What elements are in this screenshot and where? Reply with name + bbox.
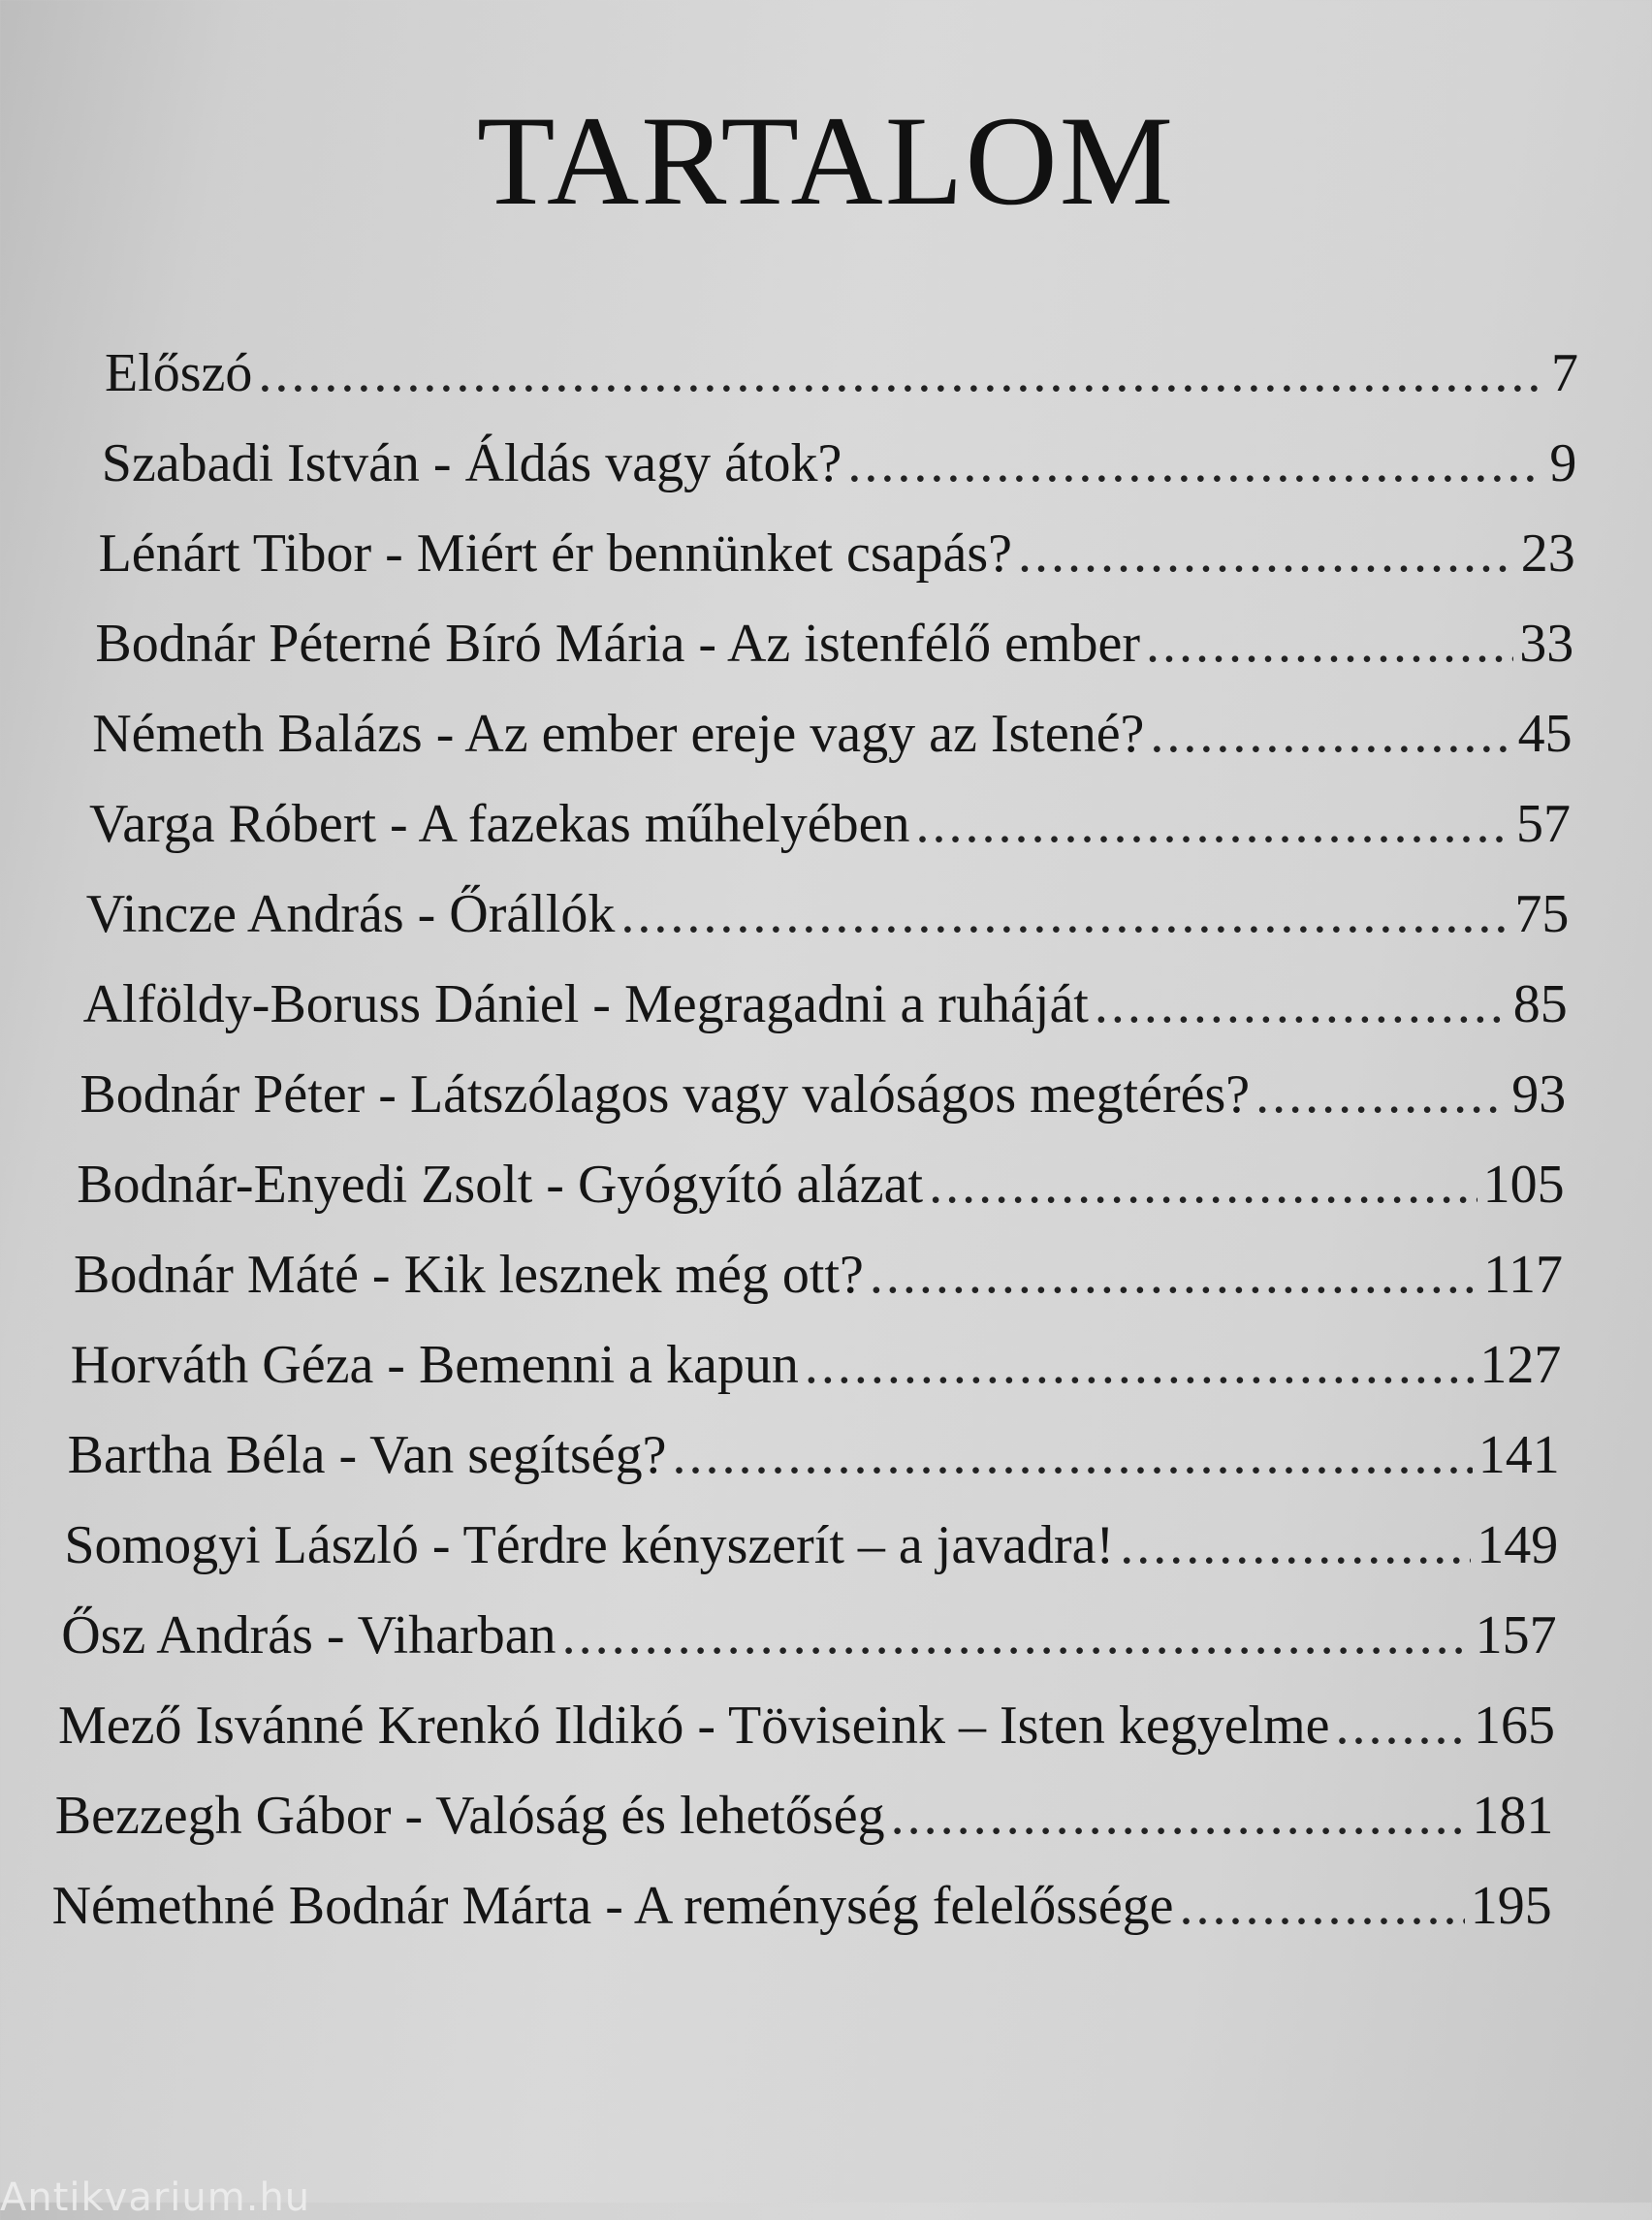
toc-entry-page: 165 bbox=[1474, 1696, 1555, 1756]
toc-entry-title: Bodnár Péterné Bíró Mária - Az istenfélő ember bbox=[95, 614, 1141, 674]
toc-entry bbox=[52, 1867, 1552, 1945]
toc-leader-dots bbox=[1255, 1056, 1506, 1133]
toc-entry bbox=[89, 785, 1571, 863]
toc-leader-dots bbox=[1018, 515, 1515, 592]
toc-entry-page: 181 bbox=[1472, 1786, 1554, 1846]
toc-entry-title: Bezzegh Gábor - Valóság és lehetőség bbox=[54, 1786, 885, 1846]
toc-leader-dots bbox=[915, 785, 1510, 863]
toc-leader-dots bbox=[929, 1146, 1477, 1223]
toc-leader-dots bbox=[1336, 1687, 1468, 1764]
toc-leader-dots bbox=[562, 1597, 1470, 1674]
toc-entry-page: 127 bbox=[1479, 1335, 1562, 1395]
toc-entry-title: Alföldy-Boruss Dániel - Megragadni a ruháját bbox=[82, 974, 1089, 1034]
toc-leader-dots bbox=[847, 425, 1543, 502]
toc-leader-dots bbox=[891, 1777, 1467, 1855]
toc-entry-page: 75 bbox=[1514, 884, 1570, 944]
toc-entry bbox=[71, 1326, 1562, 1404]
toc-entry-title: Bodnár Péter - Látszólagos vagy valóságos megtérés? bbox=[79, 1064, 1251, 1125]
toc-entry-page: 85 bbox=[1512, 974, 1568, 1034]
toc-entry-page: 57 bbox=[1516, 794, 1571, 854]
toc-entry-page: 9 bbox=[1549, 433, 1577, 493]
toc-entry-title: Horváth Géza - Bemenni a kapun bbox=[70, 1335, 799, 1395]
toc-entry-title: Bodnár-Enyedi Zsolt - Gyógyító alázat bbox=[77, 1155, 924, 1215]
toc-leader-dots bbox=[1180, 1867, 1465, 1945]
toc-entry-title: Somogyi László - Térdre kényszerít – a javadra! bbox=[64, 1515, 1115, 1575]
toc-leader-dots bbox=[870, 1236, 1477, 1314]
toc-entry-page: 23 bbox=[1520, 523, 1575, 584]
toc-entry-title: Ősz András - Viharban bbox=[61, 1605, 556, 1665]
toc-entry-page: 157 bbox=[1475, 1605, 1557, 1665]
toc-entry-page: 93 bbox=[1511, 1064, 1567, 1125]
toc-entry bbox=[92, 695, 1572, 773]
toc-entry-page: 45 bbox=[1517, 704, 1573, 764]
toc-leader-dots bbox=[672, 1416, 1472, 1494]
toc-entry bbox=[68, 1416, 1560, 1494]
toc-leader-dots bbox=[805, 1326, 1475, 1404]
toc-entry bbox=[79, 1056, 1566, 1133]
toc-entry-title: Előszó bbox=[105, 343, 253, 403]
toc-entry bbox=[64, 1506, 1558, 1584]
toc-entry-title: Varga Róbert - A fazekas műhelyében bbox=[89, 794, 910, 854]
toc-leader-dots bbox=[1095, 966, 1508, 1043]
toc-entry bbox=[86, 875, 1570, 953]
toc-entry-title: Vincze András - Őrállók bbox=[85, 884, 616, 944]
toc-entry bbox=[58, 1687, 1555, 1764]
toc-entry bbox=[83, 966, 1568, 1043]
toc-leader-dots bbox=[1120, 1506, 1471, 1584]
toc-entry-title: Mező Isvánné Krenkó Ildikó - Töviseink – Isten kegyelme bbox=[58, 1696, 1330, 1756]
toc-entry-title: Lénárt Tibor - Miért ér bennünket csapás? bbox=[98, 523, 1012, 584]
toc-entry bbox=[105, 334, 1578, 412]
toc-entry-title: Némethné Bodnár Márta - A reménység felelőssége bbox=[51, 1876, 1174, 1936]
watermark: Antikvarium.hu bbox=[0, 2175, 311, 2220]
toc-entry bbox=[99, 515, 1575, 592]
toc-entry bbox=[61, 1597, 1556, 1674]
toc-entry-title: Bartha Béla - Van segítség? bbox=[67, 1425, 667, 1485]
toc-entry-title: Bodnár Máté - Kik lesznek még ott? bbox=[74, 1245, 864, 1305]
toc-entry-page: 117 bbox=[1483, 1245, 1563, 1305]
toc-entry bbox=[74, 1236, 1563, 1314]
toc-entry-page: 195 bbox=[1470, 1876, 1552, 1936]
toc-entry bbox=[55, 1777, 1554, 1855]
toc-leader-dots bbox=[620, 875, 1509, 953]
toc-leader-dots bbox=[1146, 605, 1513, 682]
page-title: TARTALOM bbox=[476, 89, 1176, 232]
toc-entry-page: 105 bbox=[1482, 1155, 1565, 1215]
toc-entry-title: Szabadi István - Áldás vagy átok? bbox=[101, 433, 842, 493]
toc-entry bbox=[77, 1146, 1564, 1223]
toc-entry-page: 7 bbox=[1551, 343, 1578, 403]
toc-leader-dots bbox=[1150, 695, 1511, 773]
toc-entry-title: Németh Balázs - Az ember ereje vagy az Istené? bbox=[92, 704, 1145, 764]
toc-entry-page: 141 bbox=[1477, 1425, 1560, 1485]
toc-leader-dots bbox=[258, 334, 1545, 412]
toc-entry bbox=[95, 605, 1573, 682]
toc-entry-page: 33 bbox=[1519, 614, 1574, 674]
toc-entry bbox=[102, 425, 1577, 502]
toc-entry-page: 149 bbox=[1477, 1515, 1559, 1575]
